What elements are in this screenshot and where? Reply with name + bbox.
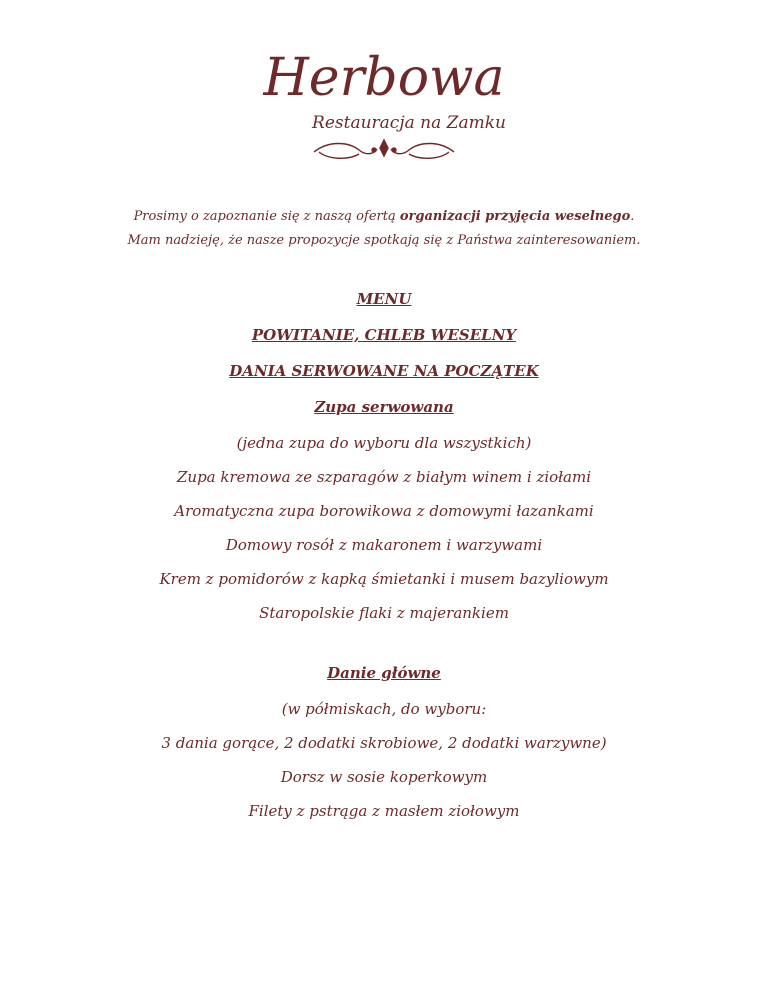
main-item: Filety z pstrąga z masłem ziołowym (248, 802, 520, 820)
main-heading: Danie główne (327, 664, 441, 682)
intro-text (0, 205, 768, 253)
intro-line-1 (0, 205, 768, 229)
intro-line-2: Mam nadzieję, że nasze propozycje spotkają się z Państwa zainteresowaniem. (127, 233, 641, 248)
starters-heading: DANIA SERWOWANE NA POCZĄTEK (229, 362, 539, 380)
logo-name: Herbowa (263, 48, 505, 108)
soup-item: Staropolskie flaki z majerankiem (259, 604, 509, 622)
intro-line-1-end: . (630, 209, 635, 224)
main-note-1: (w półmiskach, do wyboru: (281, 700, 487, 718)
soup-item: Aromatyczna zupa borowikowa z domowymi łazankami (174, 502, 594, 520)
main-item: Dorsz w sosie koperkowym (280, 768, 488, 786)
main-note-2: 3 dania gorące, 2 dodatki skrobiowe, 2 dodatki warzywne) (161, 734, 607, 752)
section-spacer (0, 635, 768, 661)
intro-line-1-bold: organizacji przyjęcia weselnego (399, 209, 631, 224)
logo-subtitle: Restauracja na Zamku (312, 113, 506, 133)
logo-svg (234, 30, 534, 170)
menu-section (0, 287, 768, 833)
menu-title: MENU (356, 290, 412, 308)
soup-heading: Zupa serwowana (314, 398, 454, 416)
soup-item: Zupa kremowa ze szparagów z białym winem i ziołami (176, 468, 592, 486)
menu-welcome: POWITANIE, CHLEB WESELNY (251, 326, 517, 344)
restaurant-logo (0, 30, 768, 170)
intro-line-1-start: Prosimy o zapoznanie się z naszą ofertą (133, 209, 400, 224)
soup-item: Krem z pomidorów z kapką śmietanki i musem bazyliowym (159, 570, 609, 588)
ornament-flourish-icon (314, 140, 454, 158)
soup-note: (jedna zupa do wyboru dla wszystkich) (236, 434, 532, 452)
soup-item: Domowy rosół z makaronem i warzywami (225, 536, 543, 554)
